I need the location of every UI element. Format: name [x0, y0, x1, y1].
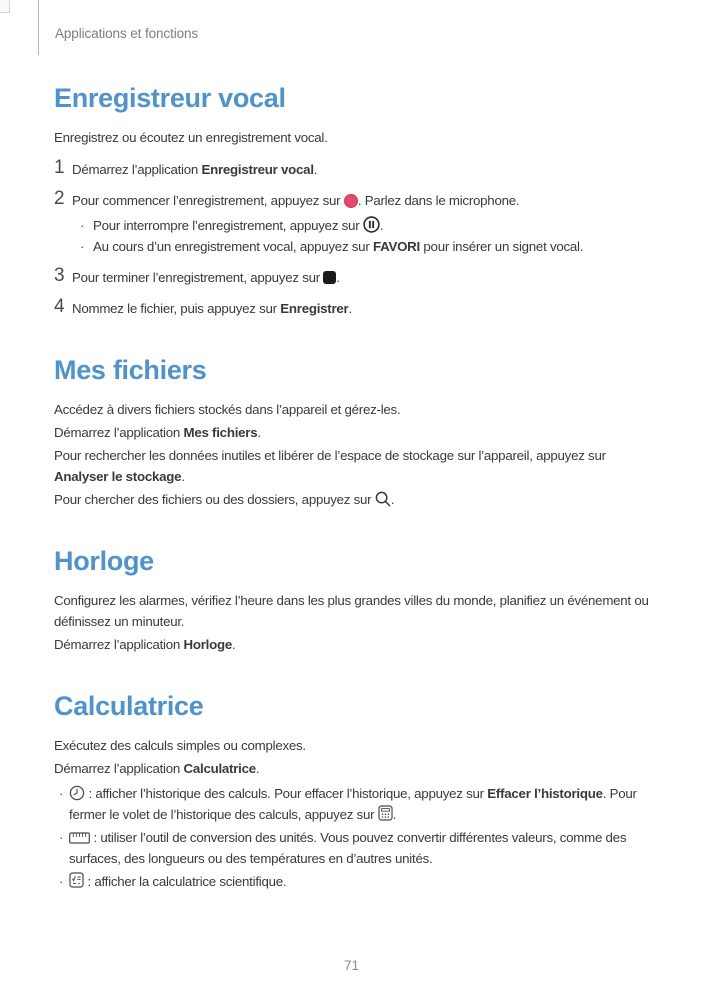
bullet-scientific [54, 871, 652, 892]
bullet-marker: · [59, 830, 64, 845]
step-number: 3 [54, 265, 65, 286]
step-number: 4 [54, 296, 65, 317]
sub-bullet-text [93, 215, 383, 236]
corner-mark [0, 0, 10, 13]
bullet-text [69, 783, 652, 825]
button-name: Effacer l’historique [487, 786, 603, 801]
step-3 [54, 266, 652, 288]
step-number: 1 [54, 157, 65, 178]
text-run: Démarrez l’application [54, 637, 184, 652]
step-text [72, 297, 352, 319]
step-text [72, 158, 317, 180]
app-name: Enregistreur vocal [201, 162, 314, 177]
section-title-voice-recorder: Enregistreur vocal [54, 83, 286, 113]
text-run: Pour terminer l’enregistrement, appuyez sur [72, 270, 324, 285]
page-content [54, 84, 652, 894]
my-files-intro: Accédez à divers fichiers stockés dans l’appareil et gérez-les. [54, 402, 401, 417]
record-icon [344, 194, 358, 208]
text-run: . Pour fermer le volet de l’historique des calculs, appuyez sur [69, 786, 637, 822]
text-run: Démarrez l’application [54, 425, 184, 440]
text-run: Pour rechercher les données inutiles et libérer de l’espace de stockage sur l’appareil, appuyez sur [54, 448, 606, 463]
text-run: . [181, 469, 185, 484]
calculator-intro: Exécutez des calculs simples ou complexes. [54, 738, 306, 753]
calculator-icon [378, 805, 393, 821]
favori-label: FAVORI [372, 239, 420, 254]
step-4 [54, 297, 652, 319]
clock-intro: Configurez les alarmes, vérifiez l’heure dans les plus grandes villes du monde, planifiez un événement ou définissez un minuteur. [54, 593, 649, 629]
section-title-my-files: Mes fichiers [54, 355, 207, 385]
page-number: 71 [343, 958, 360, 973]
bullet-text [69, 871, 286, 892]
bullet-marker: · [59, 786, 64, 801]
step-number: 2 [54, 188, 65, 209]
text-run: Démarrez l’application [72, 162, 202, 177]
text-run: : afficher l’historique des calculs. Pour effacer l’historique, appuyez sur [85, 786, 488, 801]
calculator-launch [54, 758, 652, 779]
text-run: . [379, 218, 384, 233]
voice-recorder-intro: Enregistrez ou écoutez un enregistrement vocal. [54, 130, 328, 145]
my-files-search [54, 489, 652, 510]
text-run: Pour chercher des fichiers ou des dossiers, appuyez sur [54, 492, 375, 507]
clock-launch [54, 634, 652, 655]
app-name: Horloge [183, 637, 232, 652]
app-name: Calculatrice [183, 761, 256, 776]
ruler-icon [69, 832, 90, 844]
pause-icon [363, 216, 380, 233]
button-name: Enregistrer [280, 301, 349, 316]
text-run: pour insérer un signet vocal. [419, 239, 584, 254]
stop-icon [323, 271, 336, 284]
calculator-bullets [54, 783, 652, 892]
button-name: Analyser le stockage [54, 469, 182, 484]
bullet-marker: · [80, 218, 85, 233]
search-icon [375, 491, 391, 507]
text-run: . [348, 301, 352, 316]
text-run: Pour commencer l’enregistrement, appuyez sur [72, 193, 344, 208]
text-run: . [313, 162, 318, 177]
running-header: Applications et fonctions [55, 26, 199, 41]
bullet-unit-converter [54, 827, 652, 869]
bullet-marker: · [80, 239, 85, 254]
scientific-calculator-icon [69, 872, 84, 888]
sub-bullet [80, 215, 652, 236]
step-1 [54, 158, 652, 180]
text-run: . [231, 637, 236, 652]
bullet-marker: · [59, 874, 64, 889]
text-run: Au cours d’un enregistrement vocal, appuyez sur [93, 239, 373, 254]
text-run: . [392, 807, 397, 822]
header-divider-line [38, 0, 39, 55]
my-files-launch [54, 422, 652, 443]
step-2-sub-bullets [80, 215, 652, 257]
text-run: . [257, 425, 261, 440]
text-run: . [390, 492, 395, 507]
step-text [72, 189, 519, 211]
history-clock-icon [69, 785, 85, 801]
step-text [72, 266, 340, 288]
text-run: . [255, 761, 260, 776]
text-run: Démarrez l’application [54, 761, 184, 776]
text-run: : utiliser l’outil de conversion des unités. Vous pouvez convertir différentes valeurs, comme des surfaces, des longueurs ou des températures en d’autres unités. [69, 830, 627, 866]
sub-bullet [80, 236, 652, 257]
bullet-history [54, 783, 652, 825]
text-run: : afficher la calculatrice scientifique. [84, 874, 287, 889]
section-title-clock: Horloge [54, 546, 154, 576]
text-run: Nommez le fichier, puis appuyez sur [72, 301, 281, 316]
text-run: . Parlez dans le microphone. [357, 193, 520, 208]
bullet-text [69, 827, 652, 869]
my-files-analyze [54, 445, 652, 487]
text-run: . [336, 270, 340, 285]
section-title-calculator: Calculatrice [54, 691, 204, 721]
sub-bullet-text [93, 236, 583, 257]
step-2 [54, 189, 652, 211]
app-name: Mes fichiers [183, 425, 258, 440]
text-run: Pour interrompre l’enregistrement, appuyez sur [93, 218, 363, 233]
